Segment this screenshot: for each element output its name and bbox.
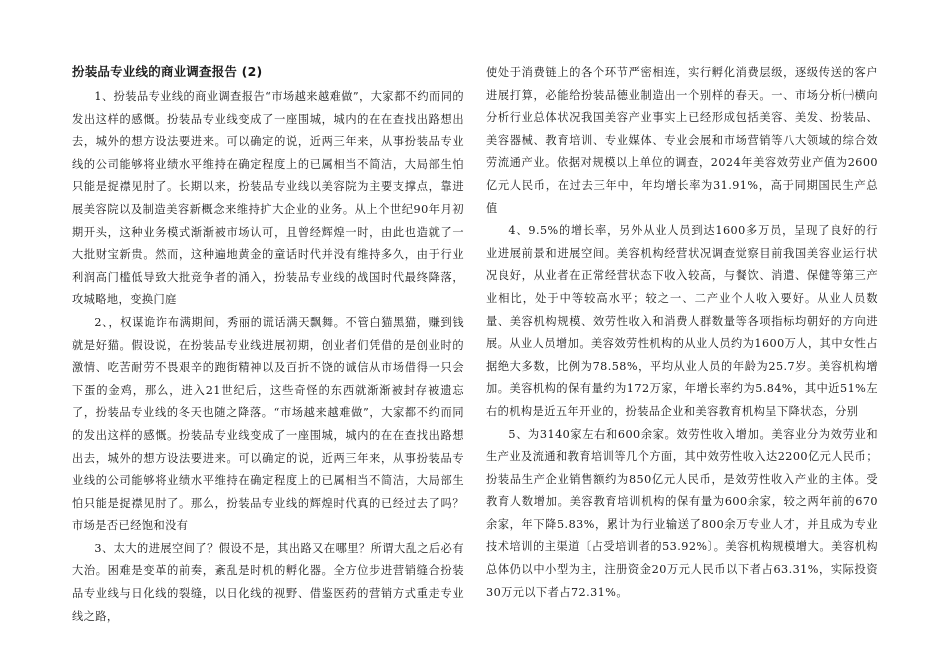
paragraph-2: 2、，权谋诡诈布满期间，秀丽的谎话满天飘舞。不管白猫黑猫，赚到钱就是好猫。假设说，在扮装品专业线进展初期，创业者们凭借的是创业时的激情、吃苦耐劳不畏艰辛的跑街精神以及百折不饶的诚信从市场借得一只会下蛋的金鸡，那么，进入21世纪后，这些奇怪的东西就渐渐被封存被遗忘了，扮装品专业线的冬天也随之降落。“市场越来越难做”，大家都不约而同的发出这样的感慨。扮装品专业线变成了一座围城，城内的在在查找出路想出去，城外的想方设法要进来。可以确定的说，近两三年来，从事扮装品专业线的公司能够将业绩水平维持在确定程度上的已属相当不简洁，大局部生怕只能是捉襟见肘了。那么，扮装品专业线的辉煌时代真的已经过去了吗？市场是否已经饱和没有 bbox=[72, 315, 464, 533]
left-column bbox=[72, 62, 464, 628]
paragraph-3-continued: 使处于消费链上的各个环节严密相连，实行孵化消费层级，逐级传送的客户进展打算，必能给扮装品德业制造出一个别样的春天。一、市场分析㈠横向分析行业总体状况我国美容产业事实上已经形成包括美容、美发、扮装品、美容器械、教育培训、专业媒体、专业会展和市场营销等八大领域的综合效劳流通产业。依据对规模以上单位的调查，2024年美容效劳业产值为2600亿元人民币，在过去三年中，年均增长率为31.91%，高于同期国民生产总值 bbox=[486, 66, 878, 215]
paragraph-3: 3、太大的进展空间了？假设不是，其出路又在哪里？所谓大乱之后必有大治。困难是变革的前奏，紊乱是时机的孵化器。全方位步进营销缝合扮装品专业线与日化线的裂缝，以日化线的视野、借鉴医药的营销方式重走专业线之路， bbox=[72, 541, 464, 623]
document-title: 扮装品专业线的商业调查报告 (2) bbox=[72, 64, 263, 79]
paragraph-5: 5、为3140家左右和600余家。效劳性收入增加。美容业分为效劳业和生产业及流通和教育培训等几个方面，其中效劳性收入达2200亿元人民币；扮装品生产企业销售额约为850亿元人民币，是效劳性收入产业的主体。受教育人数增加。美容教育培训机构的保有量为600余家，较之两年前的670余家，年下降5.83%，累计为行业输送了800余万专业人才，并且成为专业技术培训的主渠道〔占受培训者的53.92%〕。美容机构规模增大。美容机构总体仍以中小型为主，注册资金20万元人民币以下者占63.31%，实际投资30万元以下者占72.31%。 bbox=[486, 427, 878, 599]
right-column bbox=[486, 62, 878, 604]
paragraph-4: 4、9.5%的增长率，另外从业人员到达1600多万员，呈现了良好的行业进展前景和进展空间。美容机构经营状况调查觉察目前我国美容业运行状况良好，从业者在正常经营状态下收入较高，与餐饮、消遣、保健等第三产业相比，处于中等较高水平；较之一、二产业个人收入要好。从业人员数量、美容机构规模、效劳性收入和消费人群数量等各项指标均朝好的方向进展。从业人员增加。美容效劳性机构的从业人员约为1600万人，其中女性占据绝大多数，比例为78.58%，平均从业人员的年龄为25.7岁。美容机构增加。美容机构的保有量约为172万家，年增长率约为5.84%，其中近51%左右的机构是近五年开业的，扮装品企业和美容教育机构呈下降状态，分别 bbox=[486, 224, 878, 418]
paragraph-1: 1、扮装品专业线的商业调查报告“市场越来越难做”，大家都不约而同的发出这样的感慨。扮装品专业线变成了一座围城，城内的在在查找出路想出去，城外的想方设法要进来。可以确定的说，近两三年来，从事扮装品专业线的公司能够将业绩水平维持在确定程度上的已属相当不简洁，大局部生怕只能是捉襟见肘了。长期以来，扮装品专业线以美容院为主要支撑点，靠进展美容院以及制造美容新概念来维持扩大企业的业务。从上个世纪90年月初期开头，这种业务模式渐渐被市场认可，且曾经辉煌一时，由此也造就了一大批财宝新贵。然而，这种遍地黄金的童话时代并没有维持多久，由于行业利润高门槛低导致大批竞争者的涌入，扮装品专业线的战国时代最终降落，攻城略地，变换门庭 bbox=[72, 90, 464, 307]
